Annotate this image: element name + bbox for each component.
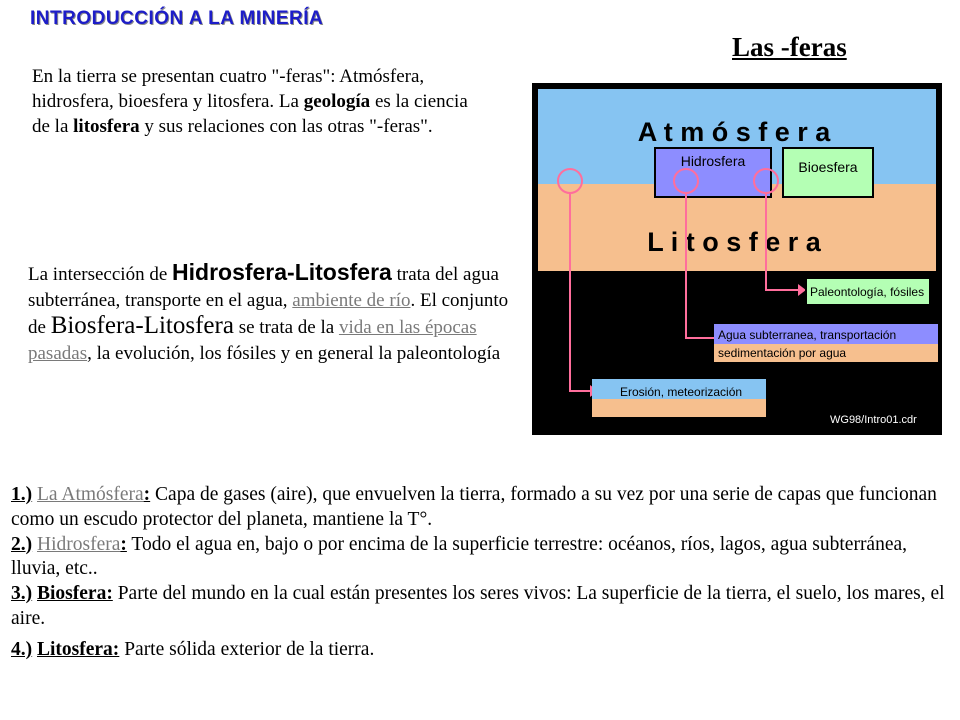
bioesfera-box-label: Bioesfera [798,159,858,175]
litosfera-label: Litosfera: [37,638,120,660]
intersection-text-5: , la evolución, los fósiles y en general la paleontología [87,342,501,364]
erosion-label: Erosión, meteorización [620,385,743,399]
intro-text-3: y sus relaciones con las otras "-feras". [139,116,433,137]
definition-number: 4.) [11,638,33,660]
biosfera-litosfera-term: Biosfera-Litosfera [50,312,234,339]
intersection-text-4: se trata de la [233,317,339,338]
definition-text: Parte del mundo en la cual están presentes los seres vivos: La superficie de la tierra, el suelo, los mares, el aire. [11,583,945,629]
hidrosfera-litosfera-term: Hidrosfera-Litosfera [172,259,392,285]
agua-label-1: Agua subterranea, transportación [718,328,897,342]
feras-diagram [532,83,942,435]
definition-colon: : [120,533,127,555]
main-title: INTRODUCCIÓN A LA MINERÍA [30,8,324,29]
intersection-paragraph [28,260,518,366]
definition-number: 3.) [11,583,33,605]
definition-text: Parte sólida exterior de la tierra. [119,638,375,660]
definition-atmosfera [11,483,951,533]
geologia-term: geología [303,91,371,112]
section-title: Las -feras [732,32,847,62]
biosfera-label: Biosfera: [37,583,113,605]
erosion-box-bottom [592,399,766,417]
definition-number: 2.) [11,533,33,555]
definition-number: 1.) [11,484,33,505]
agua-label-2: sedimentación por agua [718,346,847,360]
litosfera-label: L i t o s f e r a [647,227,821,257]
definition-colon: : [143,484,151,505]
definitions-list [11,483,951,663]
intersection-text-3: . El conjunto de [28,289,509,338]
definition-biosfera [11,582,951,632]
definition-litosfera [11,638,951,663]
ambiente-de-rio-link[interactable]: ambiente de río [292,289,411,311]
hidrosfera-link[interactable]: Hidrosfera [37,533,121,555]
paleontologia-label: Paleontología, fósiles [810,285,925,299]
intersection-text-2: trata del agua subterránea, transporte en el agua, [28,264,499,311]
litosfera-term: litosfera [73,116,140,137]
definition-text: Todo el agua en, bajo o por encima de la superficie terrestre: océanos, ríos, lagos, agua subterránea, lluvia, etc.. [11,533,908,580]
intro-paragraph [32,64,472,139]
intro-text-2: es la ciencia de la [32,91,468,137]
intersection-text-1: La intersección de [28,264,173,285]
definition-hidrosfera [11,533,951,583]
atmosfera-label: A t m ó s f e r a [637,117,831,147]
diagram-credit: WG98/Intro01.cdr [830,414,917,426]
intro-text-1: En la tierra se presentan cuatro "-feras": Atmósfera, hidrosfera, bioesfera y litosfera. La [32,66,425,112]
definition-text: Capa de gases (aire), que envuelven la tierra, formado a su vez por una serie de capas que funcionan como un escudo protector del planeta, mantiene la T°. [11,484,937,530]
vida-epocas-pasadas-link[interactable]: vida en las épocas pasadas [28,317,477,364]
hidrosfera-box-label: Hidrosfera [680,153,746,169]
atmosfera-link[interactable]: La Atmósfera [37,484,144,505]
